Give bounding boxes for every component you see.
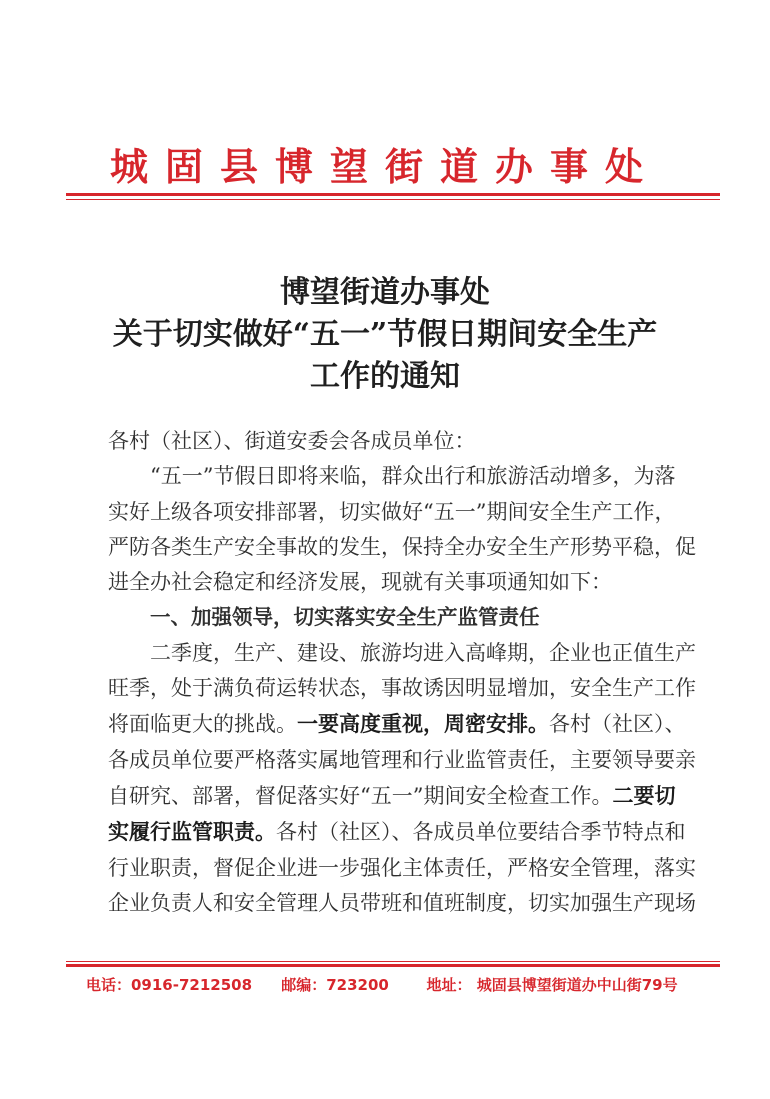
section-1-line-8: 企业负责人和安全管理人员带班和值班制度，切实加强生产现场 [108, 890, 696, 915]
section-1-line-1: 二季度，生产、建设、旅游均进入高峰期，企业也正值生产 [150, 640, 696, 665]
organization-header: 城固县博望街道办事处 [109, 145, 660, 189]
section-1-line-5 [108, 778, 708, 814]
title-line-1: 博望街道办事处 [280, 275, 490, 310]
intro-line-4: 进全办社会稳定和经济发展，现就有关事项通知如下： [108, 570, 612, 595]
section-1-heading: 一、加强领导，切实落实安全生产监管责任 [150, 605, 540, 630]
section-1-line-3-a: 将面临更大的挑战。 [108, 712, 297, 737]
section-1-line-2: 旺季，处于满负荷运转状态，事故诱因明显增加，安全生产工作 [108, 676, 696, 701]
point-two-emphasis-end: 实履行监管职责。 [108, 819, 276, 845]
footer-rule-thick [66, 964, 720, 967]
footer-address: 地址： 城固县博望街道办中山街79号 [426, 976, 678, 994]
section-1-line-6-b: 各村（社区）、各成员单位要结合季节特点和 [276, 820, 686, 845]
section-1-line-6 [108, 814, 708, 850]
intro-line-2: 实好上级各项安排部署，切实做好“五一”期间安全生产工作， [108, 499, 676, 524]
notice-body [108, 424, 708, 921]
header-rule-thin [66, 199, 720, 200]
footer-zip: 邮编：723200 [281, 976, 389, 994]
section-1-line-4: 各成员单位要严格落实属地管理和行业监管责任，主要领导要亲 [108, 747, 696, 772]
title-line-3: 工作的通知 [310, 359, 460, 394]
notice-title [60, 272, 710, 398]
header-rule-thick [66, 193, 720, 196]
section-1-line-7: 行业职责，督促企业进一步强化主体责任，严格安全管理，落实 [108, 855, 696, 880]
section-1-line-3-c: 各村（社区）、 [549, 712, 686, 737]
salutation: 各村（社区）、街道安委会各成员单位： [108, 429, 476, 453]
contact-footer [86, 974, 726, 996]
section-1-line-3 [108, 706, 708, 742]
point-two-emphasis-start: 二要切 [612, 782, 676, 808]
intro-line-3: 严防各类生产安全事故的发生，保持全办安全生产形势平稳，促 [108, 534, 696, 559]
footer-rule-thin [66, 961, 720, 962]
title-line-2: 关于切实做好“五一”节假日期间安全生产 [112, 317, 658, 352]
section-1-line-5-a: 自研究、部署，督促落实好“五一”期间安全检查工作。 [108, 783, 613, 808]
intro-line-1: “五一”节假日即将来临，群众出行和旅游活动增多，为落 [150, 464, 676, 489]
point-one-emphasis: 一要高度重视，周密安排。 [297, 711, 549, 737]
footer-phone: 电话：0916-7212508 [86, 976, 253, 994]
